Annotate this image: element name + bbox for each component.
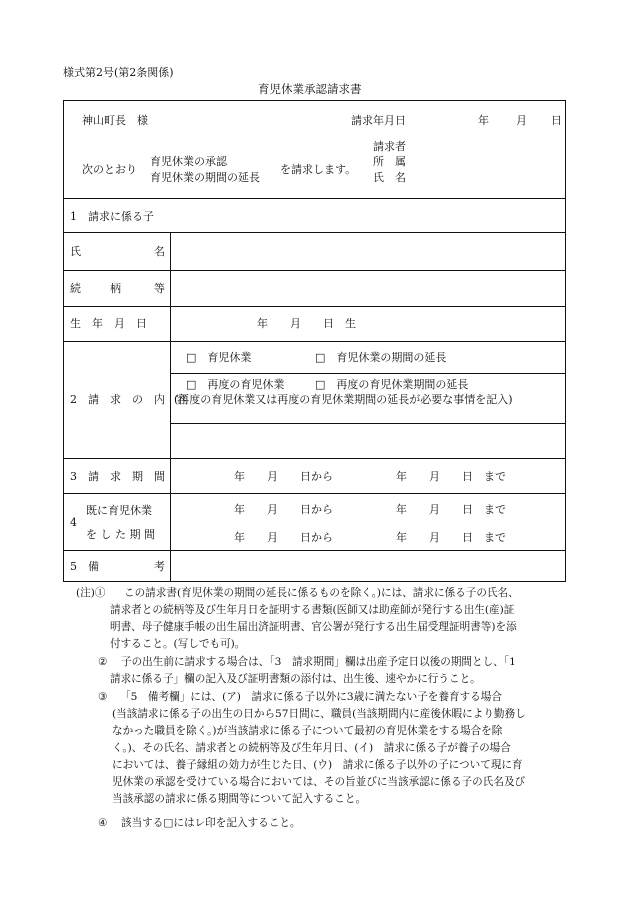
opt-re-leave-label: 再度の育児休業 [207, 378, 285, 391]
section4-label-2: を し た 期 間 [86, 528, 155, 541]
note3-line: 「5 備考欄」には、(ア) 請求に係る子以外に3歳に満たない子を養育する場合 [120, 691, 502, 703]
opt-re-extension-label: 再度の育児休業期間の延長 [336, 378, 469, 391]
opt-extension-label: 育児休業の期間の延長 [336, 351, 447, 364]
past-period-from-1[interactable]: 年 月 日から [234, 503, 333, 516]
note3-line: 児休業の承認を受けている場合においては、その旨並びに当該承認に係る子の氏名及び [112, 776, 526, 788]
note2-line: 請求に係る子」欄の記入及び証明書類の添付は、出生後、速やかに行うこと。 [110, 673, 481, 685]
section4-label-1: 既に育児休業 [86, 504, 152, 517]
page-title: 育児休業承認請求書 [258, 82, 362, 96]
request-date-day[interactable]: 日 [551, 114, 562, 127]
re-note: (再度の育児休業又は再度の育児休業期間の延長が必要な事情を記入) [174, 393, 513, 406]
checkbox-icon[interactable]: □ [186, 378, 197, 391]
checkbox-icon[interactable]: □ [186, 351, 197, 364]
notes-prefix: (注)① [76, 587, 106, 599]
note1-line: 請求者との続柄等及び生年月日を証明する書類(医師又は助産師が発行する出生(産)証 [110, 604, 515, 616]
note3-line: (当該請求に係る子の出生の日から57日間に、職員(当該期間内に産後休暇により勤務し [112, 708, 526, 720]
requester-label: 請求者 [373, 140, 406, 153]
opt-extension[interactable] [315, 352, 446, 363]
past-period-to-2[interactable]: 年 月 日 まで [396, 531, 506, 544]
note3-line: なかった職員を除く。)が当該請求に係る子について最初の育児休業をする場合を除 [112, 725, 503, 737]
note3-line: においては、養子縁組の効力が生じた日、(ウ) 請求に係る子以外の子について現に育 [112, 759, 523, 771]
section2-label: 2 請 求 の 内 容 [70, 393, 187, 406]
child-relation-label-2: 柄 [110, 282, 121, 295]
request-date-label: 請求年月日 [351, 114, 406, 127]
period-from[interactable]: 年 月 日から [234, 470, 333, 483]
past-period-to-1[interactable]: 年 月 日 まで [396, 503, 506, 516]
child-name-label-2: 名 [154, 245, 165, 258]
note3-marker: ③ [98, 691, 108, 703]
child-relation-label: 続 [70, 282, 81, 295]
note4-line: 該当する□にはレ印を記入すること。 [121, 817, 301, 829]
request-date-month[interactable]: 月 [516, 114, 527, 127]
section5-label: 5 備 [70, 560, 99, 573]
child-relation-label-3: 等 [154, 282, 165, 295]
addressee: 神山町長 様 [82, 114, 148, 127]
request-form [63, 100, 566, 582]
note1-line: 明書、母子健康手帳の出生届出済証明書、官公署が発行する出生届受理証明書等)を添 [110, 621, 517, 633]
note2-line: 子の出生前に請求する場合は、「3 請求期間」欄は出産予定日以後の期間とし、「1 [121, 656, 516, 668]
note1-line: この請求書(育児休業の期間の延長に係るものを除く。)には、請求に係る子の氏名、 [124, 587, 519, 599]
child-birth-value[interactable]: 年 月 日 生 [257, 317, 356, 330]
request-date-year[interactable]: 年 [478, 114, 489, 127]
period-to[interactable]: 年 月 日 まで [396, 470, 506, 483]
section4-number: 4 [70, 516, 77, 529]
option-extension: 育児休業の期間の延長 [150, 171, 260, 184]
child-name-label: 氏 [70, 245, 81, 258]
opt-re-extension[interactable] [315, 379, 468, 390]
opt-re-leave[interactable] [186, 379, 284, 390]
checkbox-icon[interactable]: □ [315, 378, 326, 391]
past-period-from-2[interactable]: 年 月 日から [234, 531, 333, 544]
opt-leave[interactable] [186, 352, 251, 363]
section3-label: 3 請 求 期 間 [70, 470, 165, 483]
affiliation-label: 所 属 [373, 155, 406, 168]
option-approval: 育児休業の承認 [150, 155, 227, 168]
intro-text: 次のとおり [82, 163, 137, 176]
note1-line: 付すること。(写しでも可)。 [110, 638, 246, 650]
request-suffix: を請求します。 [280, 163, 357, 176]
opt-leave-label: 育児休業 [207, 351, 252, 364]
requester-name-label: 氏 名 [373, 171, 406, 184]
checkbox-icon[interactable]: □ [315, 351, 326, 364]
section5-label-2: 考 [154, 560, 165, 573]
child-birth-label: 生 年 月 日 [70, 317, 147, 330]
note3-line: 当該承認の請求に係る期間等について記入すること。 [112, 793, 367, 805]
note4-marker: ④ [98, 817, 108, 829]
note2-marker: ② [98, 656, 108, 668]
form-number: 様式第2号(第2条関係) [63, 66, 174, 79]
note3-line: く。)、その氏名、請求者との続柄等及び生年月日、(イ) 請求に係る子が養子の場合 [112, 742, 511, 754]
section1-title: 1 請求に係る子 [70, 210, 154, 223]
